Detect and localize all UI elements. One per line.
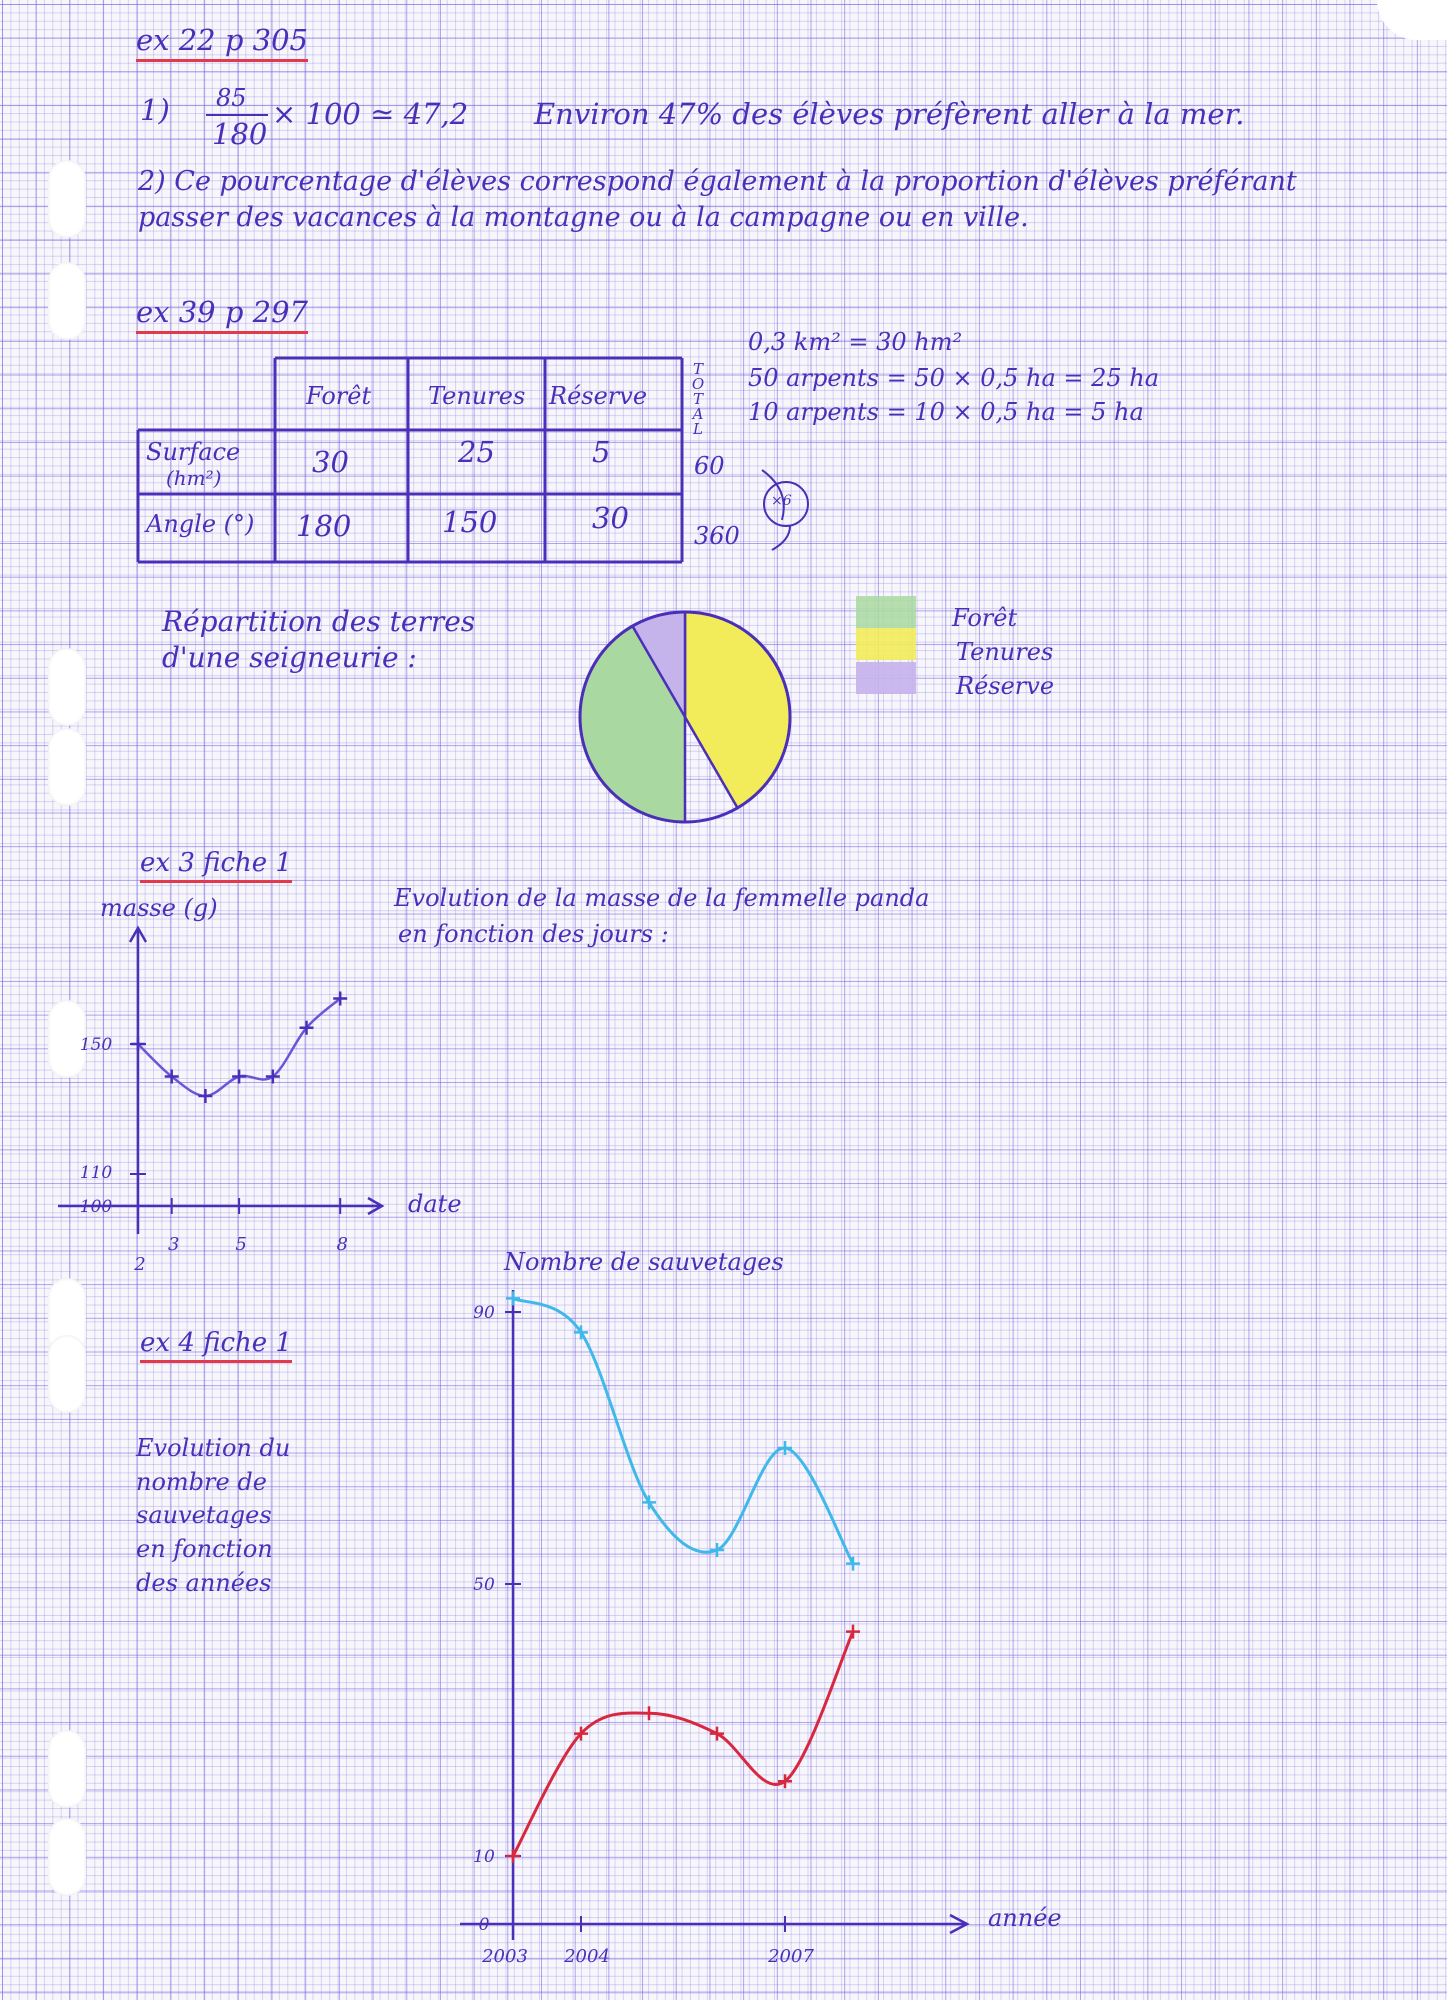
conversion-line: 10 arpents = 10 × 0,5 ha = 5 ha [748, 398, 1144, 426]
mass-chart-title-line-1: Evolution de la masse de la femmelle panda [394, 884, 930, 912]
rescues-chart-point [846, 1557, 860, 1571]
conversion-line: 0,3 km² = 30 hm² [748, 328, 963, 356]
table-total-cell: 60 [694, 452, 725, 480]
rescues-chart-y-tick-label: 90 [473, 1303, 495, 1323]
legend-label-reserve: Réserve [956, 672, 1055, 700]
rescues-caption-line: en fonction [136, 1535, 273, 1564]
rescues-chart-y-tick-label: 0 [478, 1915, 490, 1935]
rescues-caption-line: Evolution du [136, 1434, 291, 1462]
rescues-chart-x-tick-label: 2007 [768, 1946, 814, 1967]
mass-chart [58, 928, 382, 1275]
fraction-numerator: 85 [216, 84, 247, 112]
rescues-chart [460, 1290, 967, 1967]
table-cell: 30 [592, 501, 629, 535]
exercise-title-ex3: ex 3 fiche 1 [140, 850, 292, 883]
pie-slice-tenures [685, 612, 790, 808]
table-total-cell: 360 [694, 522, 740, 550]
mass-chart-y-label: masse (g) [100, 894, 218, 922]
mass-chart-point [198, 1089, 212, 1103]
table-row-label: Angle (°) [146, 510, 255, 538]
legend-swatch-reserve [856, 662, 916, 694]
question-1-answer: Environ 47% des élèves préfèrent aller à la mer. [534, 97, 1245, 131]
multiplier-arrow [762, 470, 808, 550]
exercise-title-ex4: ex 4 fiche 1 [140, 1330, 292, 1363]
rescues-caption-line: nombre de [136, 1467, 267, 1496]
table-row-unit: (hm²) [166, 466, 222, 490]
rescues-chart-x-label: année [988, 1904, 1062, 1932]
rescues-chart-series-line [513, 1632, 853, 1856]
rescues-chart-point [778, 1441, 792, 1455]
rescues-chart-y-label: Nombre de sauvetages [504, 1248, 784, 1276]
table-row-label: Surface [146, 438, 241, 466]
multiplier-label: ×6 [771, 493, 792, 509]
question-2-line-1: 2) Ce pourcentage d'élèves correspond également à la proportion d'élèves préférant [138, 166, 1297, 197]
table-column-header: Réserve [549, 382, 648, 410]
table-cell: 25 [458, 435, 495, 469]
table-cell: 30 [312, 445, 349, 479]
table-cell: 150 [442, 505, 498, 539]
conversion-line: 50 arpents = 50 × 0,5 ha = 25 ha [748, 364, 1160, 392]
rescues-chart-point [506, 1849, 520, 1863]
question-number-1: 1) [140, 93, 170, 127]
mass-chart-title-line-2: en fonction des jours : [398, 920, 669, 948]
table-cell: 180 [296, 509, 352, 543]
table-column-header: Tenures [428, 382, 526, 410]
rescues-caption [136, 1432, 290, 1601]
mass-chart-x-tick-label: 8 [336, 1234, 348, 1255]
table-total-header: TOTAL [691, 360, 705, 438]
legend-label-tenures: Tenures [956, 638, 1054, 666]
mass-chart-point [232, 1070, 246, 1084]
mass-chart-x-tick-label: 2 [134, 1254, 146, 1275]
mass-chart-y-tick-label: 110 [79, 1163, 113, 1183]
rescues-caption-line: sauvetages [136, 1501, 272, 1530]
rescues-chart-x-tick-label: 2003 [482, 1946, 528, 1967]
mass-chart-y-tick-label: 150 [79, 1035, 113, 1055]
fraction-denominator: 180 [212, 117, 268, 151]
rescues-chart-point [506, 1291, 520, 1305]
rescues-caption-line: des années [136, 1568, 272, 1597]
pie-chart [580, 612, 790, 822]
question-1-expression: × 100 ≃ 47,2 [272, 97, 469, 131]
question-2-line-2: passer des vacances à la montagne ou à la campagne ou en ville. [138, 202, 1029, 233]
rescues-chart-x-tick-label: 2004 [564, 1946, 610, 1967]
rescues-chart-y-tick-label: 50 [473, 1575, 495, 1595]
mass-chart-y-tick-label: 100 [79, 1197, 113, 1217]
table-column-header: Forêt [306, 382, 372, 410]
legend-swatch-foret [856, 596, 916, 628]
pie-caption-line-1: Répartition des terres [162, 605, 476, 638]
legend-swatch-tenures [856, 628, 916, 660]
rescues-chart-y-tick-label: 10 [473, 1847, 495, 1867]
exercise-title-ex39: ex 39 p 297 [136, 298, 308, 334]
mass-chart-x-tick-label: 3 [167, 1234, 180, 1255]
rescues-chart-series-line [513, 1298, 853, 1563]
exercise-title-ex22: ex 22 p 305 [136, 26, 308, 62]
rescues-chart-point [846, 1625, 860, 1639]
table-cell: 5 [592, 435, 611, 469]
legend-label-foret: Forêt [952, 604, 1018, 632]
mass-chart-x-tick-label: 5 [235, 1234, 247, 1255]
pie-caption-line-2: d'une seigneurie : [162, 641, 417, 674]
rescues-chart-point [642, 1706, 656, 1720]
mass-chart-x-label: date [408, 1190, 462, 1218]
